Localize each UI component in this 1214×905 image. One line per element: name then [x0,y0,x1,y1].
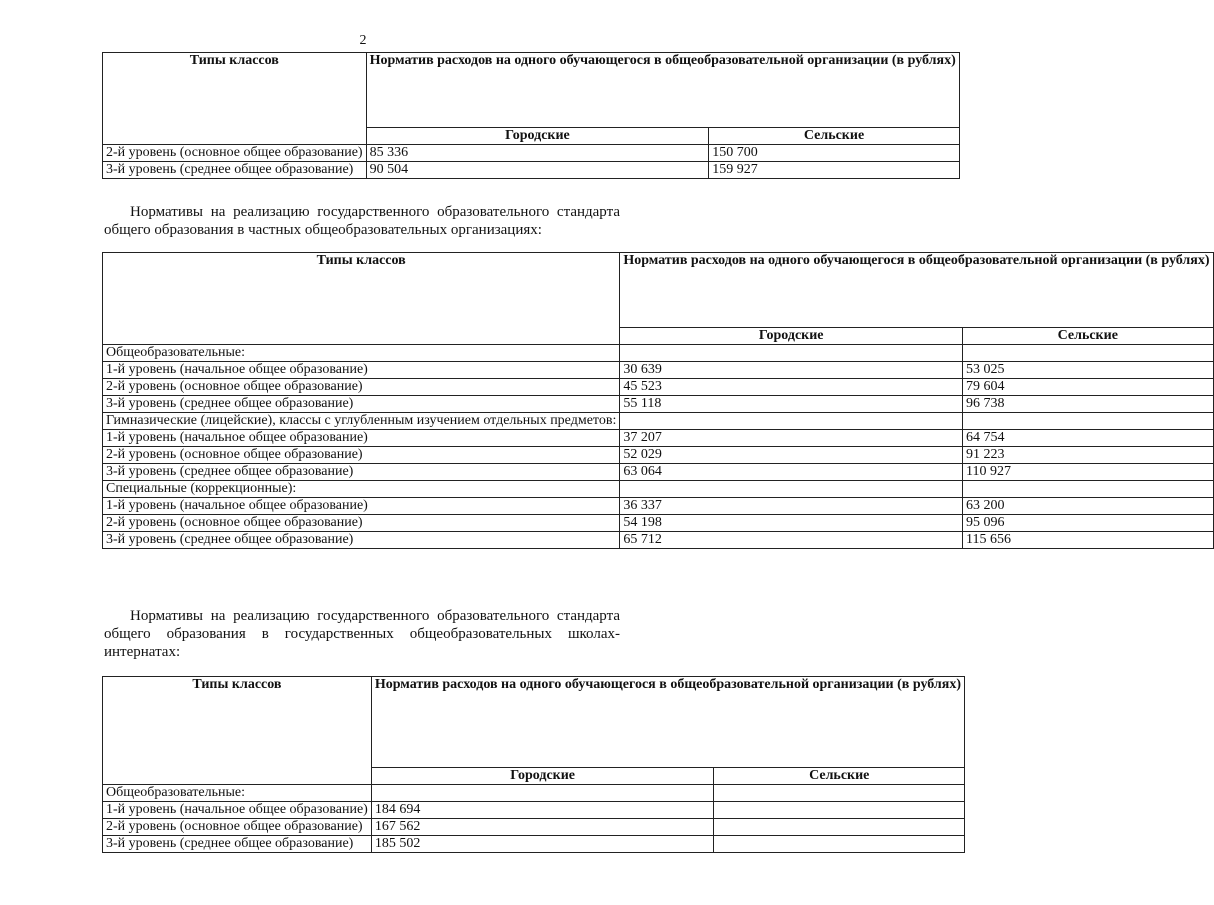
header-rural: Сельские [714,768,965,785]
row-rural-value: 63 200 [963,498,1214,515]
table-row [103,498,1214,515]
table-row [103,145,960,162]
row-city-value: 63 064 [620,464,963,481]
row-rural-value: 159 927 [709,162,960,179]
empty-cell [620,345,963,362]
empty-cell [620,413,963,430]
row-rural-value [714,819,965,836]
paragraph-boarding-schools: Нормативы на реализацию государственного образовательного стандарта общего образования в государственных общеобразовательных школах-интернатах: [104,608,620,660]
table-row [103,396,1214,413]
header-norm-expenses: Норматив расходов на одного обучающегося в общеобразовательной организации (в рублях) [620,253,1213,328]
row-type: 3-й уровень (среднее общее образование) [103,464,620,481]
empty-cell [963,481,1214,498]
group-label: Общеобразовательные: [103,345,620,362]
row-type: 3-й уровень (среднее общее образование) [103,396,620,413]
paragraph-private-organizations: Нормативы на реализацию государственного образовательного стандарта общего образования в частных общеобразовательных организациях: [104,204,620,238]
table-row [103,447,1214,464]
group-row [103,481,1214,498]
empty-cell [963,413,1214,430]
group-label: Гимназические (лицейские), классы с углубленным изучением отдельных предметов: [103,413,620,430]
row-type: 2-й уровень (основное общее образование) [103,447,620,464]
row-city-value: 36 337 [620,498,963,515]
header-norm-expenses: Норматив расходов на одного обучающегося в общеобразовательной организации (в рублях) [371,677,964,768]
header-city: Городские [620,328,963,345]
row-type: 2-й уровень (основное общее образование) [103,379,620,396]
page-number: 2 [359,33,367,48]
table-row [103,836,965,853]
norm-table-private [102,252,1214,549]
row-city-value: 65 712 [620,532,963,549]
row-rural-value: 110 927 [963,464,1214,481]
row-type: 3-й уровень (среднее общее образование) [103,532,620,549]
row-type: 3-й уровень (среднее общее образование) [103,162,367,179]
row-rural-value: 91 223 [963,447,1214,464]
table-row [103,430,1214,447]
table-row [103,362,1214,379]
row-type: 2-й уровень (основное общее образование) [103,819,372,836]
group-row [103,413,1214,430]
table-row [103,819,965,836]
row-city-value: 54 198 [620,515,963,532]
row-type: 1-й уровень (начальное общее образование) [103,802,372,819]
norm-table-boarding-schools [102,676,965,853]
header-city: Городские [366,128,709,145]
table-row [103,515,1214,532]
header-types-of-classes: Типы классов [103,677,372,785]
norm-table-general [102,52,960,179]
empty-cell [714,785,965,802]
table-row [103,162,960,179]
header-types-of-classes: Типы классов [103,53,367,145]
row-type: 1-й уровень (начальное общее образование) [103,430,620,447]
row-rural-value: 150 700 [709,145,960,162]
table-row [103,379,1214,396]
row-rural-value: 95 096 [963,515,1214,532]
header-types-of-classes: Типы классов [103,253,620,345]
row-type: 3-й уровень (среднее общее образование) [103,836,372,853]
header-city: Городские [371,768,714,785]
row-rural-value [714,836,965,853]
header-norm-expenses: Норматив расходов на одного обучающегося в общеобразовательной организации (в рублях) [366,53,959,128]
row-rural-value: 115 656 [963,532,1214,549]
row-rural-value: 64 754 [963,430,1214,447]
row-city-value: 185 502 [371,836,714,853]
table-row [103,802,965,819]
row-city-value: 55 118 [620,396,963,413]
row-rural-value: 79 604 [963,379,1214,396]
table-row [103,464,1214,481]
row-city-value: 45 523 [620,379,963,396]
row-rural-value: 53 025 [963,362,1214,379]
row-city-value: 37 207 [620,430,963,447]
row-city-value: 90 504 [366,162,709,179]
row-type: 2-й уровень (основное общее образование) [103,515,620,532]
empty-cell [620,481,963,498]
group-row [103,785,965,802]
header-rural: Сельские [709,128,960,145]
group-row [103,345,1214,362]
empty-cell [371,785,714,802]
row-type: 1-й уровень (начальное общее образование) [103,498,620,515]
row-city-value: 52 029 [620,447,963,464]
row-rural-value: 96 738 [963,396,1214,413]
empty-cell [963,345,1214,362]
row-city-value: 85 336 [366,145,709,162]
row-city-value: 30 639 [620,362,963,379]
row-city-value: 184 694 [371,802,714,819]
row-city-value: 167 562 [371,819,714,836]
header-rural: Сельские [963,328,1214,345]
group-label: Общеобразовательные: [103,785,372,802]
group-label: Специальные (коррекционные): [103,481,620,498]
row-type: 2-й уровень (основное общее образование) [103,145,367,162]
row-type: 1-й уровень (начальное общее образование) [103,362,620,379]
table-row [103,532,1214,549]
row-rural-value [714,802,965,819]
